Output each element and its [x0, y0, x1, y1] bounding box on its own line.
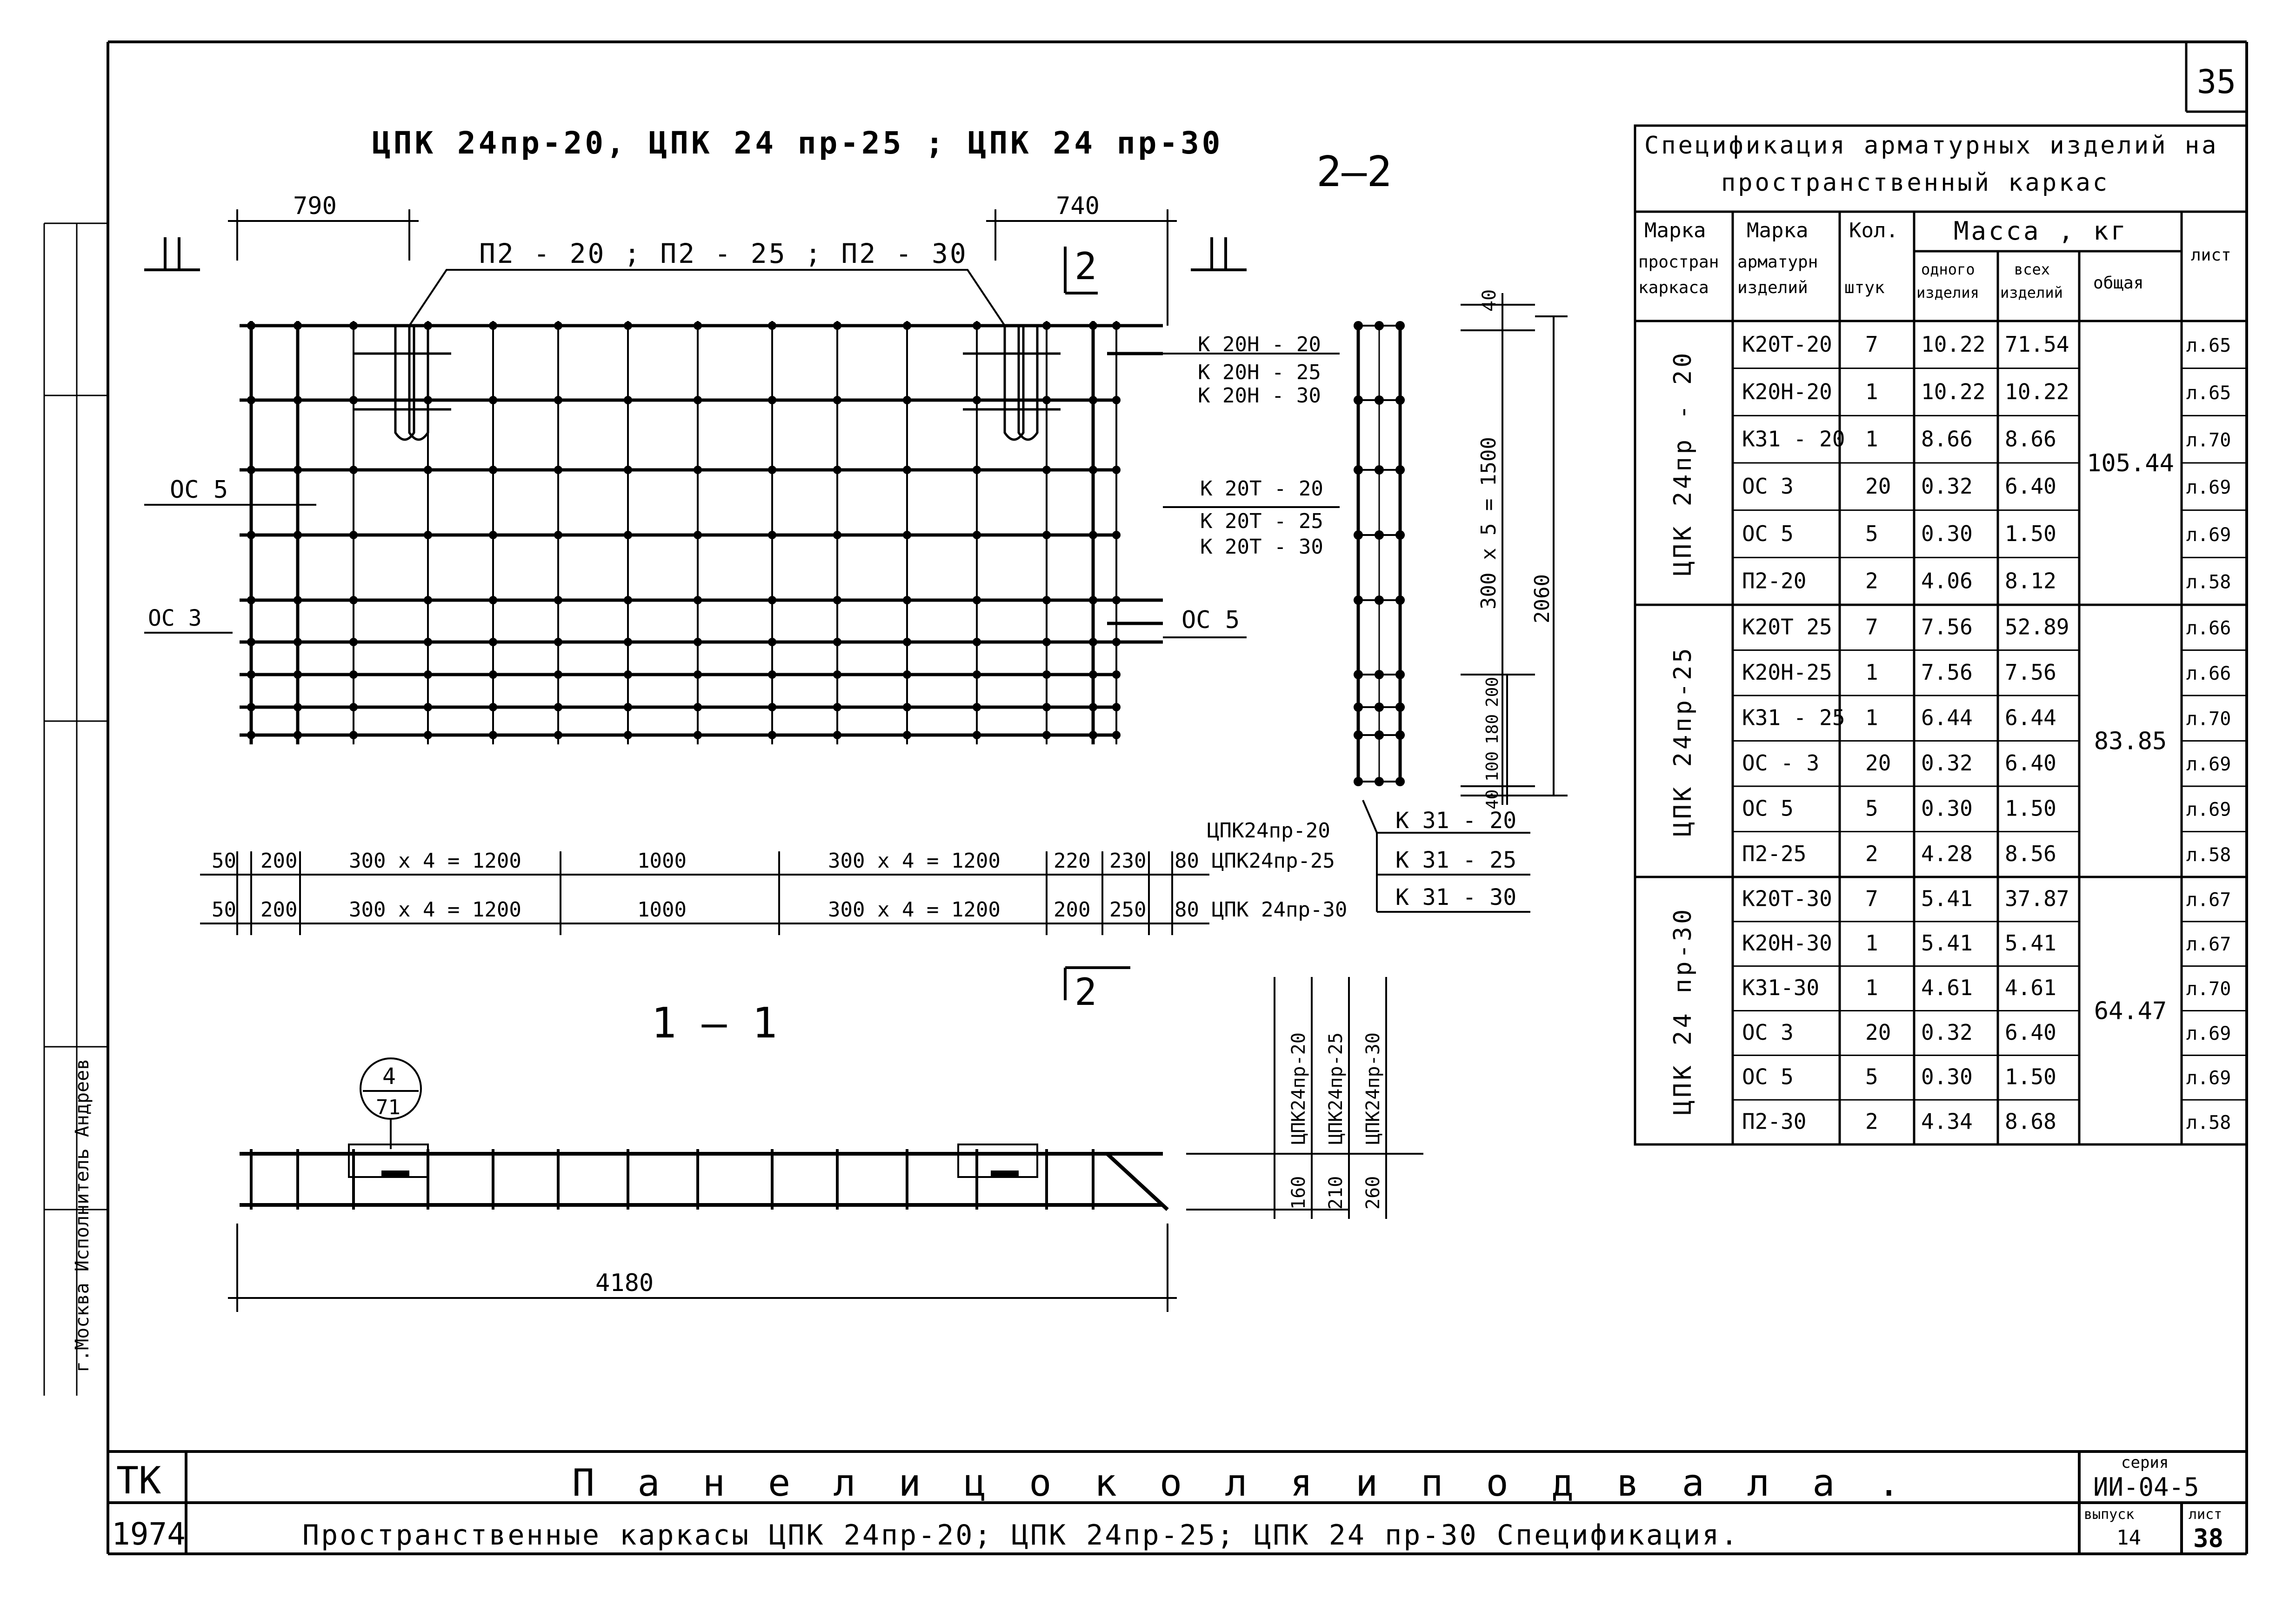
spec-item: К31 - 25 [1742, 705, 1845, 730]
side-stamp: г.Москва Исполнитель Андреев [72, 1058, 93, 1372]
spec-total: 83.85 [2094, 727, 2167, 756]
spec-all: 71.54 [2005, 332, 2069, 357]
spec-frame-mark: ЦПК 24пр - 20 [1669, 350, 1697, 576]
spec-all: 52.89 [2005, 614, 2069, 640]
label-oc5-right: ОС 5 [1181, 606, 1240, 634]
spec-all: 7.56 [2005, 659, 2056, 685]
dimension-rows [200, 819, 1347, 935]
spec-item: ОС - 3 [1742, 750, 1820, 776]
spec-qty: 1 [1865, 659, 1878, 685]
dim-100: 100 [1483, 751, 1502, 782]
spec-one: 5.41 [1921, 930, 1973, 956]
spec-item: К31-30 [1742, 975, 1820, 1000]
dim-180: 180 [1483, 714, 1502, 744]
tb-series: ИИ-04-5 [2093, 1472, 2199, 1502]
height-260: 260 [1362, 1176, 1384, 1210]
spec-one: 8.66 [1921, 426, 1973, 452]
dim1-230: 230 [1109, 849, 1147, 873]
hdr-frame-2: простран [1638, 253, 1719, 272]
dim1-1000: 1000 [637, 849, 687, 873]
spec-qty: 7 [1865, 614, 1878, 640]
spec-one: 7.56 [1921, 659, 1973, 685]
spec-qty: 7 [1865, 886, 1878, 911]
spec-item: К20Н-20 [1742, 379, 1832, 404]
spec-table [1635, 126, 2247, 1144]
cut-mark-2-bottom: 2 [1075, 970, 1097, 1014]
dim-top-40: 40 [1479, 289, 1500, 312]
spec-sheet: л.58 [2186, 1112, 2231, 1134]
spec-one: 7.56 [1921, 614, 1973, 640]
height-mark-25: ЦПК24пр-25 [1325, 1032, 1347, 1144]
spec-sheet: л.69 [2186, 524, 2231, 546]
spec-one: 4.06 [1921, 568, 1973, 594]
hdr-item-3: изделий [1737, 278, 1808, 297]
spec-sheet: л.69 [2186, 753, 2231, 775]
spec-item: П2-25 [1742, 841, 1807, 866]
spec-qty: 20 [1865, 1019, 1891, 1045]
cut-mark-2-top: 2 [1075, 245, 1097, 288]
spec-all: 6.40 [2005, 1019, 2056, 1045]
spec-sheet: л.58 [2186, 844, 2231, 866]
dim1-220: 220 [1054, 849, 1091, 873]
spec-item: ОС 5 [1742, 796, 1794, 821]
hdr-one-1: одного [1921, 261, 1975, 278]
spec-all: 8.56 [2005, 841, 2056, 866]
spec-all: 37.87 [2005, 886, 2069, 911]
label-k31-30: К 31 - 30 [1395, 884, 1517, 910]
spec-all: 5.41 [2005, 930, 2056, 956]
spec-qty: 5 [1865, 521, 1878, 546]
spec-qty: 1 [1865, 379, 1878, 404]
spec-sheet: л.65 [2186, 382, 2231, 404]
label-k20n-20: К 20Н - 20 [1198, 333, 1321, 356]
hdr-item-2: арматурн [1737, 253, 1818, 272]
label-k20t-25: К 20Т - 25 [1200, 509, 1323, 533]
spec-item: К31 - 20 [1742, 426, 1845, 452]
tb-sheet: 38 [2193, 1524, 2224, 1553]
spec-sheet: л.70 [2186, 978, 2231, 1000]
dim-4180: 4180 [595, 1269, 654, 1297]
hdr-qty-1: Кол. [1849, 219, 1898, 242]
spec-qty: 1 [1865, 930, 1878, 956]
spec-sheet: л.67 [2186, 889, 2231, 911]
spec-one: 0.32 [1921, 750, 1973, 776]
hdr-item-1: Марка [1747, 219, 1809, 242]
spec-qty: 20 [1865, 474, 1891, 499]
section-2-2-title: 2–2 [1316, 147, 1392, 196]
spec-sheet: л.70 [2186, 429, 2231, 451]
hdr-total: общая [2093, 274, 2144, 293]
hdr-one-2: изделия [1916, 284, 1979, 301]
hdr-mass: Масса , кг [1954, 216, 2129, 246]
spec-qty: 1 [1865, 705, 1878, 730]
spec-sheet: л.69 [2186, 477, 2231, 499]
spec-item: К20Н-30 [1742, 930, 1832, 956]
hdr-sheet: лист [2191, 246, 2231, 265]
dim2-50: 50 [212, 898, 236, 922]
spec-item: ОС 5 [1742, 1064, 1794, 1090]
height-210: 210 [1325, 1176, 1347, 1210]
tb-issue-label: выпуск [2084, 1506, 2135, 1523]
title-block [108, 1451, 2247, 1554]
spec-all: 6.40 [2005, 750, 2056, 776]
spec-all: 6.44 [2005, 705, 2056, 730]
spec-frame-mark: ЦПК 24пр-25 [1669, 645, 1697, 836]
section-1-1-title: 1 – 1 [651, 999, 777, 1048]
spec-item: ОС 3 [1742, 1019, 1794, 1045]
spec-item: ОС 5 [1742, 521, 1794, 546]
hdr-frame-1: Марка [1644, 219, 1706, 242]
height-mark-30: ЦПК24пр-30 [1362, 1032, 1384, 1144]
spec-sheet: л.69 [2186, 799, 2231, 821]
dim2-80: 80 [1175, 898, 1199, 922]
spec-sheet: л.69 [2186, 1023, 2231, 1044]
spec-one: 0.32 [1921, 474, 1973, 499]
p2-loops [354, 326, 1061, 440]
spec-one: 10.22 [1921, 379, 1986, 404]
hdr-all-1: всех [2014, 261, 2050, 278]
dim2-200b: 200 [1054, 898, 1091, 922]
tb-issue: 14 [2116, 1526, 2141, 1550]
label-k20n-30: К 20Н - 30 [1198, 384, 1321, 408]
dim2-250: 250 [1109, 898, 1147, 922]
spec-total: 64.47 [2094, 997, 2167, 1025]
node-number: 4 [382, 1064, 396, 1090]
spec-item: К20Т-30 [1742, 886, 1832, 911]
dim1-1200b: 300 х 4 = 1200 [828, 849, 1001, 873]
spec-sheet: л.69 [2186, 1067, 2231, 1089]
spec-qty: 2 [1865, 1109, 1878, 1134]
spec-item: П2-20 [1742, 568, 1807, 594]
tb-title: П а н е л и ц о к о л я и п о д в а л а . [572, 1461, 1910, 1505]
dim1-1200a: 300 х 4 = 1200 [349, 849, 521, 873]
height-160: 160 [1288, 1176, 1309, 1210]
tb-subtitle: Пространственные каркасы ЦПК 24пр-20; ЦПК 24пр-25; ЦПК 24 пр-30 Спецификация. [302, 1519, 1740, 1552]
section-1-1 [228, 977, 1423, 1312]
height-mark-20: ЦПК24пр-20 [1288, 1032, 1309, 1144]
spec-one: 4.61 [1921, 975, 1973, 1000]
tb-series-label: серия [2121, 1453, 2169, 1472]
spec-one: 4.34 [1921, 1109, 1973, 1134]
tb-org: ТК [116, 1459, 161, 1502]
dim-790: 790 [293, 192, 337, 220]
dim-200: 200 [1483, 676, 1502, 707]
spec-one: 0.30 [1921, 521, 1973, 546]
p2-callout: П2 - 20 ; П2 - 25 ; П2 - 30 [479, 238, 968, 269]
dim1-mark-b: ЦПК24пр-25 [1212, 849, 1335, 873]
dim-740: 740 [1056, 192, 1100, 220]
spec-one: 4.28 [1921, 841, 1973, 866]
dim2-mark: ЦПК 24пр-30 [1212, 898, 1348, 922]
hdr-frame-3: каркаса [1638, 278, 1709, 297]
hdr-qty-2: штук [1844, 278, 1885, 297]
label-k31-25: К 31 - 25 [1395, 847, 1517, 873]
dim1-50: 50 [212, 849, 236, 873]
spec-sheet: л.58 [2186, 571, 2231, 593]
spec-one: 0.32 [1921, 1019, 1973, 1045]
label-k20t-30: К 20Т - 30 [1200, 535, 1323, 559]
spec-all: 8.68 [2005, 1109, 2056, 1134]
spec-qty: 20 [1865, 750, 1891, 776]
spec-qty: 1 [1865, 426, 1878, 452]
spec-sheet: л.66 [2186, 617, 2231, 639]
section-2-2 [1354, 289, 1568, 912]
spec-frame-mark: ЦПК 24 пр-30 [1669, 906, 1697, 1115]
spec-all: 6.40 [2005, 474, 2056, 499]
spec-sheet: л.66 [2186, 662, 2231, 684]
spec-all: 1.50 [2005, 796, 2056, 821]
spec-qty: 5 [1865, 796, 1878, 821]
spec-title-l2: пространственный каркас [1721, 169, 2110, 197]
dim2-1200a: 300 х 4 = 1200 [349, 898, 521, 922]
label-k20t-20: К 20Т - 20 [1200, 477, 1323, 501]
hdr-all-2: изделий [2000, 284, 2063, 301]
dim1-mark-a: ЦПК24пр-20 [1207, 819, 1330, 843]
tb-sheet-label: лист [2189, 1506, 2223, 1523]
elevation-view [144, 192, 1340, 1014]
dim-bot-40: 40 [1483, 789, 1502, 809]
dim1-200: 200 [260, 849, 298, 873]
main-title: ЦПК 24пр-20, ЦПК 24 пр-25 ; ЦПК 24 пр-30 [372, 125, 1223, 161]
spec-item: П2-30 [1742, 1109, 1807, 1134]
spec-item: К20Н-25 [1742, 659, 1832, 685]
spec-qty: 5 [1865, 1064, 1878, 1090]
spec-qty: 2 [1865, 841, 1878, 866]
dim-300x5: 300 х 5 = 1500 [1477, 437, 1501, 609]
label-k31-20: К 31 - 20 [1395, 808, 1517, 834]
spec-item: ОС 3 [1742, 474, 1794, 499]
sheet-number: 35 [2196, 63, 2236, 101]
dim1-80: 80 [1175, 849, 1199, 873]
tb-year: 1974 [112, 1516, 186, 1552]
spec-sheet: л.65 [2186, 335, 2231, 357]
spec-qty: 1 [1865, 975, 1878, 1000]
spec-all: 1.50 [2005, 1064, 2056, 1090]
spec-title-l1: Спецификация арматурных изделий на [1644, 132, 2219, 160]
spec-one: 0.30 [1921, 1064, 1973, 1090]
dim2-1000: 1000 [637, 898, 687, 922]
dim-2060: 2060 [1530, 574, 1554, 623]
node-sheet: 71 [376, 1096, 400, 1119]
label-oc5-left: ОС 5 [170, 476, 228, 504]
spec-all: 1.50 [2005, 521, 2056, 546]
spec-sheet: л.70 [2186, 708, 2231, 730]
spec-sheet: л.67 [2186, 934, 2231, 956]
spec-one: 0.30 [1921, 796, 1973, 821]
spec-one: 10.22 [1921, 332, 1986, 357]
label-oc3: ОС 3 [148, 605, 202, 631]
dim2-1200b: 300 х 4 = 1200 [828, 898, 1001, 922]
dim2-200: 200 [260, 898, 298, 922]
spec-one: 5.41 [1921, 886, 1973, 911]
spec-one: 6.44 [1921, 705, 1973, 730]
cut-marks [144, 237, 1247, 1000]
spec-all: 10.22 [2005, 379, 2069, 404]
spec-qty: 7 [1865, 332, 1878, 357]
spec-item: К20Т 25 [1742, 614, 1832, 640]
spec-all: 4.61 [2005, 975, 2056, 1000]
spec-all: 8.12 [2005, 568, 2056, 594]
spec-qty: 2 [1865, 568, 1878, 594]
label-k20n-25: К 20Н - 25 [1198, 361, 1321, 384]
spec-item: К20Т-20 [1742, 332, 1832, 357]
spec-all: 8.66 [2005, 426, 2056, 452]
spec-total: 105.44 [2087, 449, 2174, 477]
